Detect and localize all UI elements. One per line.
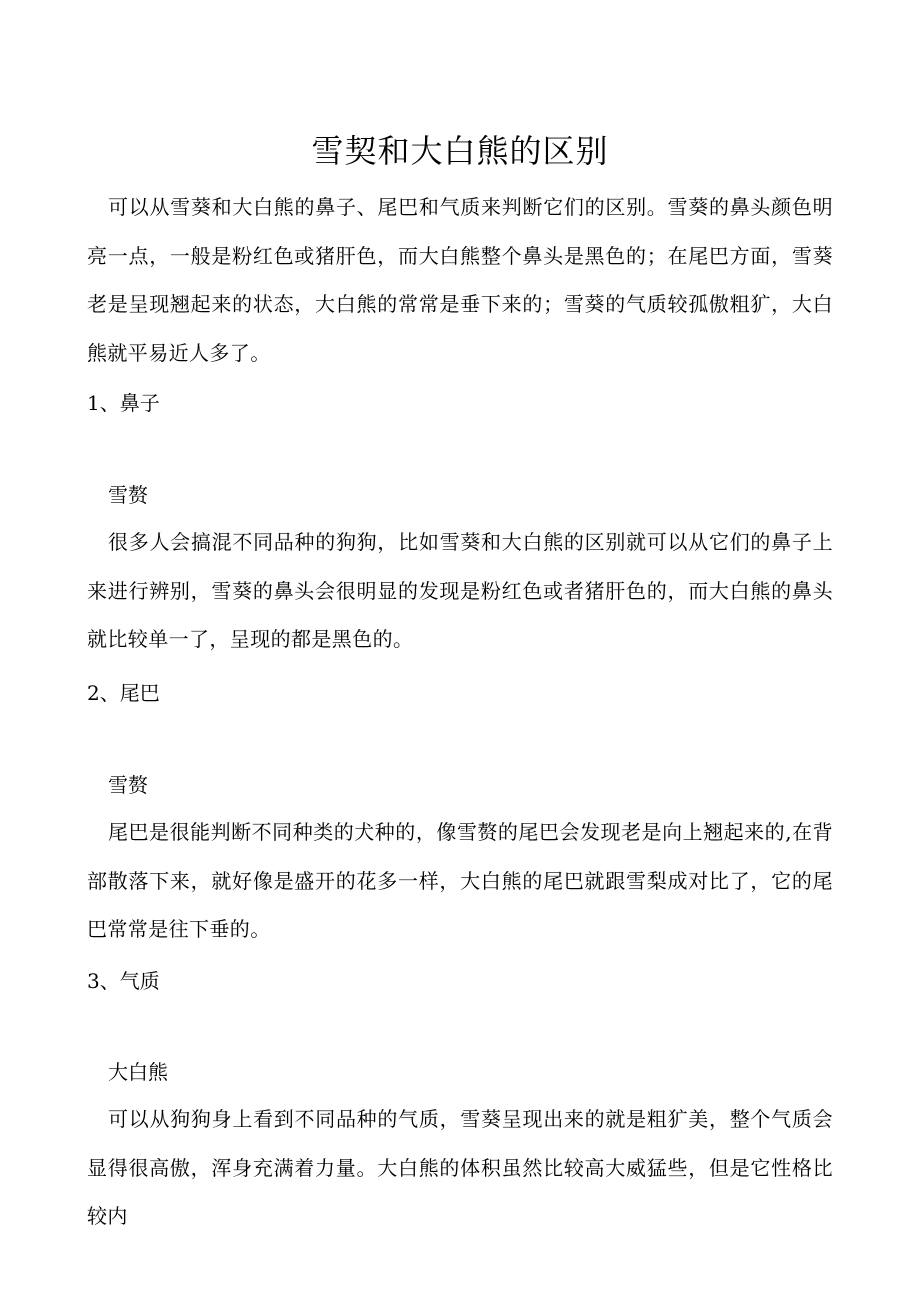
section-heading-nose: 1、鼻子 [87, 391, 160, 415]
page-title: 雪契和大白熊的区别 [311, 132, 609, 170]
section-subheading-nose: 雪赘 [108, 483, 148, 507]
section-body-tail: 尾巴是很能判断不同种类的犬种的，像雪赘的尾巴会发现老是向上翘起来的,在背部散落下来，就好像是盛开的花多一样，大白熊的尾巴就跟雪梨成对比了，它的尾巴常常是往下垂的。 [87, 820, 833, 941]
section-subheading-tail: 雪赘 [108, 773, 148, 797]
section-body-temperament: 可以从狗狗身上看到不同品种的气质，雪葵呈现出来的就是粗犷美，整个气质会显得很高傲，浑身充满着力量。大白熊的体积虽然比较高大威猛些，但是它性格比较内 [87, 1107, 833, 1228]
intro-paragraph: 可以从雪葵和大白熊的鼻子、尾巴和气质来判断它们的区别。雪葵的鼻头颜色明亮一点，一般是粉红色或猪肝色，而大白熊整个鼻头是黑色的；在尾巴方面，雪葵老是呈现翘起来的状态，大白熊的常常是垂下来的；雪葵的气质较孤傲粗犷，大白熊就平易近人多了。 [87, 195, 833, 365]
section-body-nose: 很多人会搞混不同品种的狗狗，比如雪葵和大白熊的区别就可以从它们的鼻子上来进行辨别，雪葵的鼻头会很明显的发现是粉红色或者猪肝色的，而大白熊的鼻头就比较单一了，呈现的都是黑色的。 [87, 530, 833, 651]
section-subheading-temperament: 大白熊 [108, 1060, 168, 1084]
section-heading-temperament: 3、气质 [87, 969, 160, 993]
section-heading-tail: 2、尾巴 [87, 681, 160, 705]
